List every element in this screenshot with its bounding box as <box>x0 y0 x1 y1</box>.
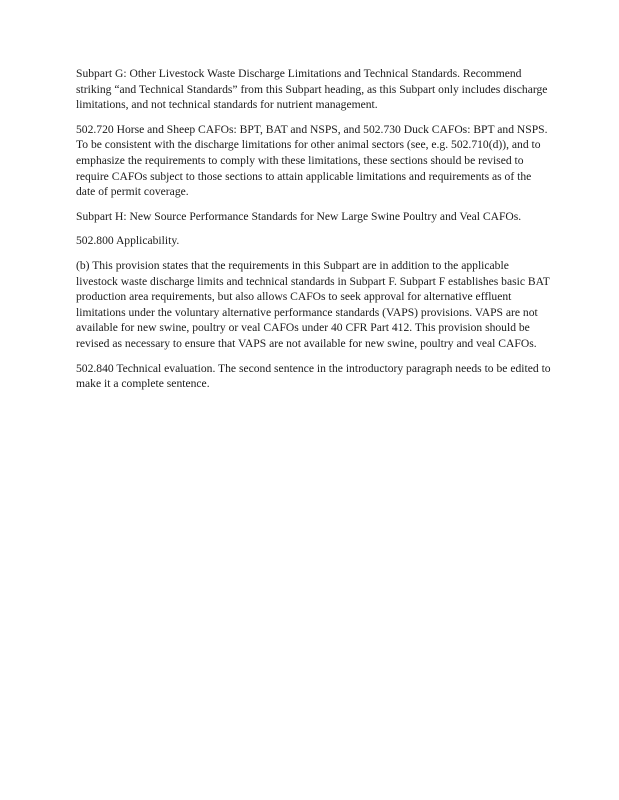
paragraph-502-800: 502.800 Applicability. <box>76 234 180 248</box>
paragraph-provision-b: (b) This provision states that the requirements in this Subpart are in addition to the applicable livestock waste discharge limits and technical standards in Subpart F. Subpart F establishes basic BAT production area requirements, but also allows CAFOs to seek approval for alternative effluent limitations under the voluntary alternative performance standards (VAPS) provisions. VAPS are not available for new swine, poultry or veal CAFOs under 40 CFR Part 412. This provision should be revised as necessary to ensure that VAPS are not available for new swine, poultry and veal CAFOs. <box>76 258 550 350</box>
paragraph-502-720: 502.720 Horse and Sheep CAFOs: BPT, BAT and NSPS, and 502.730 Duck CAFOs: BPT and NSPS. To be consistent with the discharge limitations for other animal sectors (see, e.g. 502.710(d)), and to emphasize the requirements to comply with these limitations, these sections should be revised to require CAFOs subject to those sections to attain applicable limitations and requirements as of the date of permit coverage. <box>76 122 548 199</box>
paragraph-502-840: 502.840 Technical evaluation. The second sentence in the introductory paragraph needs to be edited to make it a complete sentence. <box>76 361 551 391</box>
document-body <box>76 66 551 401</box>
paragraph-subpart-g: Subpart G: Other Livestock Waste Discharge Limitations and Technical Standards. Recommend striking “and Technical Standards” from this Subpart heading, as this Subpart only includes discharge limitations, and not technical standards for nutrient management. <box>76 67 548 112</box>
paragraph-subpart-h: Subpart H: New Source Performance Standards for New Large Swine Poultry and Veal CAFOs. <box>76 209 522 223</box>
